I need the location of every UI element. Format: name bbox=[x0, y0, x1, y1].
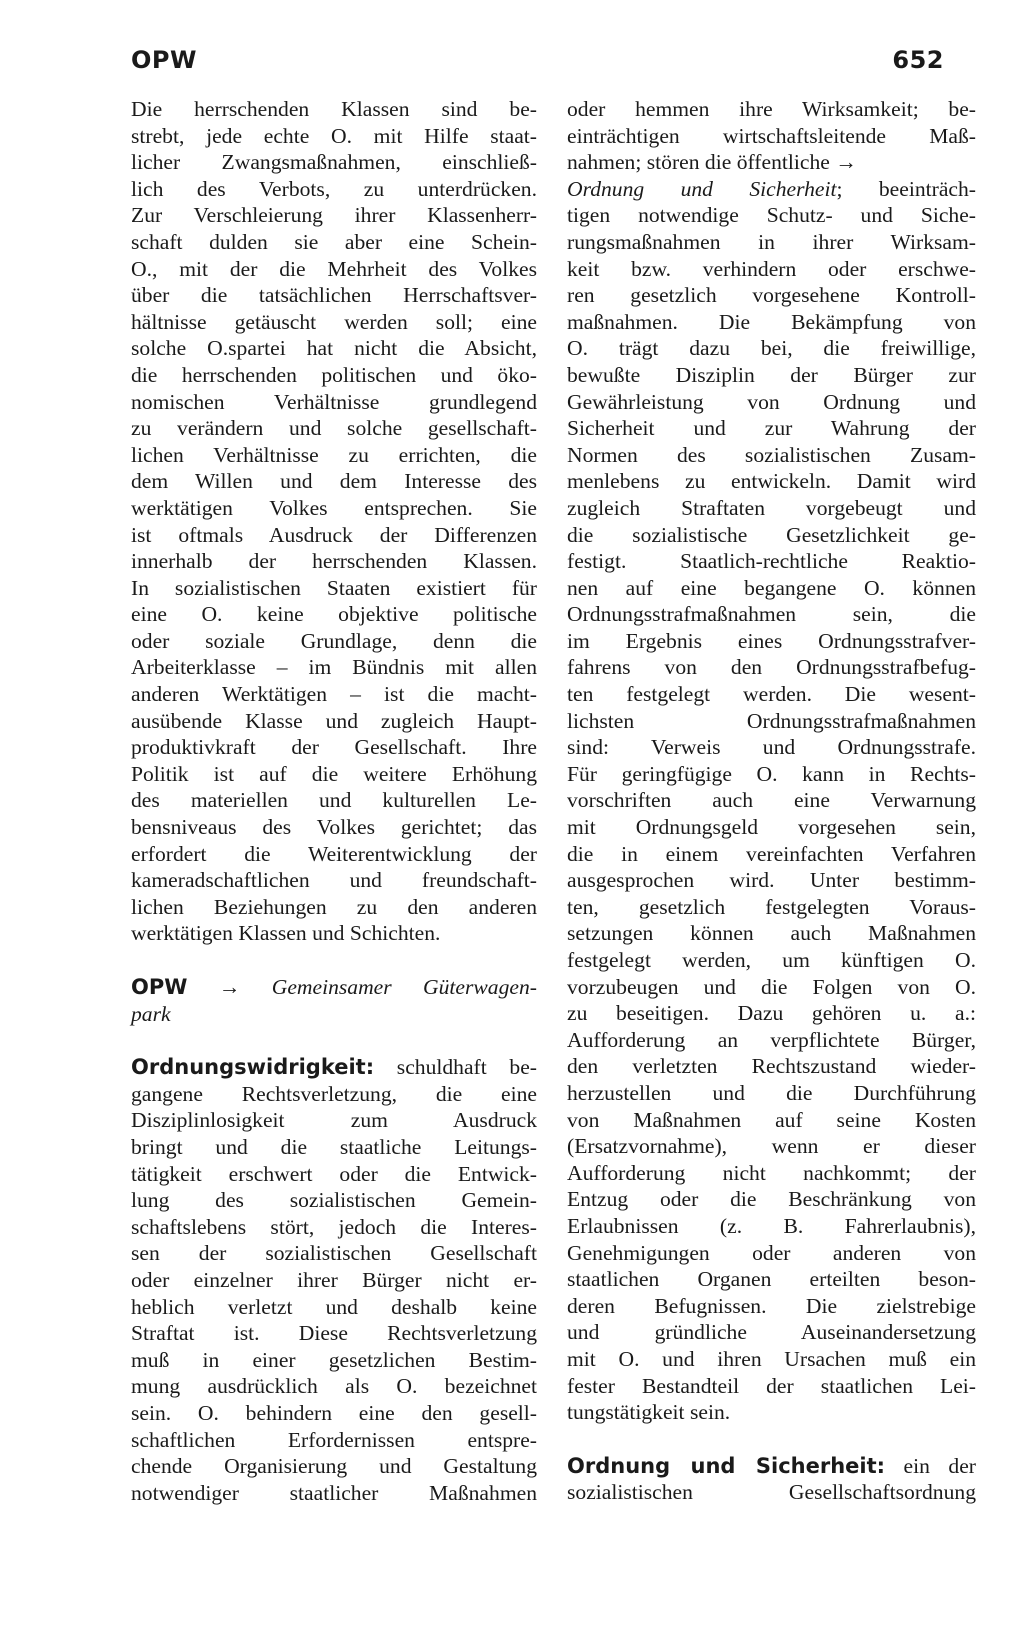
text-line: ten, gesetzlich festgelegten Voraus- bbox=[567, 894, 976, 919]
text-line: bewußte Disziplin der Bürger zur bbox=[567, 362, 976, 387]
text-line: die herrschenden politischen und öko- bbox=[131, 362, 537, 387]
text-line: den verletzten Rechtszustand wieder- bbox=[567, 1054, 976, 1079]
left-column bbox=[131, 96, 537, 1506]
text-line: notwendiger staatlicher Maßnahmen bbox=[131, 1480, 537, 1505]
text-line: bringt und die staatliche Leitungs- bbox=[131, 1134, 537, 1159]
page-number: 652 bbox=[892, 46, 944, 74]
text-line: bensniveaus des Volkes gerichtet; das bbox=[131, 815, 537, 840]
text-line: sind: Verweis und Ordnungsstrafe. bbox=[567, 735, 976, 760]
text-line: staatlichen Organen erteilten beson- bbox=[567, 1267, 976, 1292]
text-line: anderen Werktätigen – ist die macht- bbox=[131, 682, 537, 707]
text-line: strebt, jede echte O. mit Hilfe staat- bbox=[131, 123, 537, 148]
entry-opw bbox=[131, 974, 537, 1027]
text-line: eine O. keine objektive politische bbox=[131, 602, 537, 627]
text-line: Die herrschenden Klassen sind be- bbox=[131, 97, 537, 121]
definition-start: ein der bbox=[903, 1453, 976, 1478]
cross-reference-ordnung: Ordnung und Sicherheit bbox=[567, 176, 837, 201]
text-line: lichsten Ordnungsstrafmaßnahmen bbox=[567, 708, 976, 733]
text-line: werktätigen Volkes entsprechen. Sie bbox=[131, 495, 537, 520]
text-line: keit bzw. verhindern oder erschwe- bbox=[567, 256, 976, 281]
entry-ordnungswidrigkeit bbox=[131, 1054, 537, 1506]
entry-continuation-a bbox=[567, 96, 976, 176]
cross-reference-arrow: → bbox=[218, 975, 241, 999]
text-line: werktätigen Klassen und Schichten. bbox=[131, 921, 441, 946]
text-line: Zur Verschleierung ihrer Klassenherr- bbox=[131, 203, 537, 228]
text-line: O., mit der die Mehrheit des Volkes bbox=[131, 256, 537, 281]
text-line: mit O. und ihren Ursachen muß ein bbox=[567, 1346, 976, 1371]
text-line: Ordnungsstrafmaßnahmen sein, die bbox=[567, 602, 976, 627]
text-line: licher Zwangsmaßnahmen, einschließ- bbox=[131, 150, 537, 175]
text-line: In sozialistischen Staaten existiert für bbox=[131, 575, 537, 600]
text-line: Disziplinlosigkeit zum Ausdruck bbox=[131, 1108, 537, 1133]
text-line: sein. O. behindern eine den gesell- bbox=[131, 1400, 537, 1425]
text-line: fester Bestandteil der staatlichen Lei- bbox=[567, 1373, 976, 1398]
cross-reference-continued: park bbox=[131, 1001, 171, 1026]
text-line: solche O.spartei hat nicht die Absicht, bbox=[131, 336, 537, 361]
text-line: tigen notwendige Schutz- und Siche- bbox=[567, 203, 976, 228]
text-line: herzustellen und die Durchführung bbox=[567, 1080, 976, 1105]
text-line: chende Organisierung und Gestaltung bbox=[131, 1454, 537, 1479]
text-line: (Ersatzvornahme), wenn er dieser bbox=[567, 1134, 976, 1159]
text-line: maßnahmen. Die Bekämpfung von bbox=[567, 309, 976, 334]
text-line: Erlaubnissen (z. B. Fahrerlaubnis), bbox=[567, 1213, 976, 1238]
text-line: im Ergebnis eines Ordnungsstrafver- bbox=[567, 628, 976, 653]
text-line: hältnisse getäuscht werden soll; eine bbox=[131, 309, 537, 334]
text-line: lichen Verhältnisse zu errichten, die bbox=[131, 442, 537, 467]
text-line: nahmen; stören die öffentliche → bbox=[567, 150, 857, 175]
entry-continuation bbox=[131, 96, 537, 947]
text-line: produktivkraft der Gesellschaft. Ihre bbox=[131, 735, 537, 760]
text-line: schaft dulden sie aber eine Schein- bbox=[131, 229, 537, 254]
text-line: ausübende Klasse und zugleich Haupt- bbox=[131, 708, 537, 733]
text-line: Arbeiterklasse – im Bündnis mit allen bbox=[131, 655, 537, 680]
text-line: festgelegt werden, um künftigen O. bbox=[567, 948, 976, 972]
text-line: Sicherheit und zur Wahrung der bbox=[567, 416, 976, 441]
text-line: innerhalb der herrschenden Klassen. bbox=[131, 549, 537, 574]
text-line: O. trägt dazu bei, die freiwillige, bbox=[567, 336, 976, 361]
right-column bbox=[567, 96, 976, 1506]
text-line: ist oftmals Ausdruck der Differenzen bbox=[131, 522, 537, 547]
text-line: schaftlichen Erfordernissen entspre- bbox=[131, 1427, 537, 1452]
text-fragment: ; beeinträch- bbox=[836, 176, 976, 201]
text-line: mit Ordnungsgeld vorgesehen sein, bbox=[567, 815, 976, 840]
text-line: sozialistischen Gesellschaftsordnung bbox=[567, 1480, 976, 1505]
text-line: oder soziale Grundlage, denn die bbox=[131, 628, 537, 653]
text-line: die in einem vereinfachten Verfahren bbox=[567, 841, 976, 866]
text-line: lichen Beziehungen zu den anderen bbox=[131, 894, 537, 919]
headword-ordnungswidrigkeit: Ordnungswidrigkeit: bbox=[131, 1055, 375, 1080]
text-line: vorschriften auch eine Verwarnung bbox=[567, 788, 976, 813]
text-line: dem Willen und dem Interesse des bbox=[131, 469, 537, 494]
text-line: ausgesprochen wird. Unter bestimm- bbox=[567, 868, 976, 893]
text-line: heblich verletzt und deshalb keine bbox=[131, 1294, 537, 1319]
text-line: gangene Rechtsverletzung, die eine bbox=[131, 1081, 537, 1106]
text-line: fahrens von den Ordnungsstrafbefug- bbox=[567, 655, 976, 680]
text-line: des materiellen und kulturellen Le- bbox=[131, 788, 537, 813]
text-line: erfordert die Weiterentwicklung der bbox=[131, 841, 537, 866]
text-line: und gründliche Auseinandersetzung bbox=[567, 1320, 976, 1345]
text-line: kameradschaftlichen und freundschaft- bbox=[131, 868, 537, 893]
entry-continuation-b bbox=[567, 202, 976, 1425]
text-line: von Maßnahmen auf seine Kosten bbox=[567, 1107, 976, 1132]
text-line: zu verändern und solche gesellschaft- bbox=[131, 416, 537, 441]
text-line: nomischen Verhältnisse grundlegend bbox=[131, 389, 537, 414]
text-line: lung des sozialistischen Gemein- bbox=[131, 1188, 537, 1213]
text-line: ten festgelegt werden. Die wesent- bbox=[567, 682, 976, 707]
text-line: oder hemmen ihre Wirksamkeit; be- bbox=[567, 97, 976, 121]
headword-ordnung-und-sicherheit: Ordnung und Sicherheit: bbox=[567, 1453, 886, 1478]
headword-opw: OPW bbox=[131, 975, 188, 999]
text-line: die sozialistische Gesetzlichkeit ge- bbox=[567, 522, 976, 547]
text-line: Entzug oder die Beschränkung von bbox=[567, 1187, 976, 1212]
text-line: mung ausdrücklich als O. bezeichnet bbox=[131, 1374, 537, 1399]
text-line: Politik ist auf die weitere Erhöhung bbox=[131, 761, 537, 786]
text-line: oder einzelner ihrer Bürger nicht er- bbox=[131, 1267, 537, 1292]
text-line: schaftslebens stört, jedoch die Interes- bbox=[131, 1214, 537, 1239]
text-line: setzungen können auch Maßnahmen bbox=[567, 921, 976, 946]
text-line: einträchtigen wirtschaftsleitende Maß- bbox=[567, 123, 976, 148]
cross-reference: Gemeinsamer Güterwagen- bbox=[271, 975, 537, 999]
text-line: Aufforderung an verpflichtete Bürger, bbox=[567, 1027, 976, 1052]
text-line: nen auf eine begangene O. können bbox=[567, 575, 976, 600]
text-line: ren gesetzlich vorgesehene Kontroll- bbox=[567, 283, 976, 308]
text-line: Gewährleistung von Ordnung und bbox=[567, 389, 976, 414]
text-line: sen der sozialistischen Gesellschaft bbox=[131, 1241, 537, 1266]
text-line: deren Befugnissen. Die zielstrebige bbox=[567, 1293, 976, 1318]
definition-body bbox=[131, 1081, 537, 1507]
running-head-left: OPW bbox=[131, 46, 197, 74]
text-line: über die tatsächlichen Herrschaftsver- bbox=[131, 283, 537, 308]
text-line: zu beseitigen. Dazu gehören u. a.: bbox=[567, 1001, 976, 1026]
text-line: Straftat ist. Diese Rechtsverletzung bbox=[131, 1321, 537, 1346]
text-line: vorzubeugen und die Folgen von O. bbox=[567, 974, 976, 999]
text-line: Normen des sozialistischen Zusam- bbox=[567, 442, 976, 467]
text-line: Genehmigungen oder anderen von bbox=[567, 1240, 976, 1265]
text-line: tungstätigkeit sein. bbox=[567, 1400, 731, 1425]
text-line: Für geringfügige O. kann in Rechts- bbox=[567, 761, 976, 786]
text-line: tätigkeit erschwert oder die Entwick- bbox=[131, 1161, 537, 1186]
text-line: Aufforderung nicht nachkommt; der bbox=[567, 1160, 976, 1185]
text-line: zugleich Straftaten vorgebeugt und bbox=[567, 495, 976, 520]
entry-ordnung-und-sicherheit bbox=[567, 1453, 976, 1506]
definition-start: schuldhaft be- bbox=[396, 1055, 537, 1080]
text-line: festigt. Staatlich-rechtliche Reaktio- bbox=[567, 549, 976, 574]
text-line: rungsmaßnahmen in ihrer Wirksam- bbox=[567, 229, 976, 254]
text-line: lich des Verbots, zu unterdrücken. bbox=[131, 176, 537, 201]
text-line: muß in einer gesetzlichen Bestim- bbox=[131, 1347, 537, 1372]
text-line: menlebens zu entwickeln. Damit wird bbox=[567, 469, 976, 494]
